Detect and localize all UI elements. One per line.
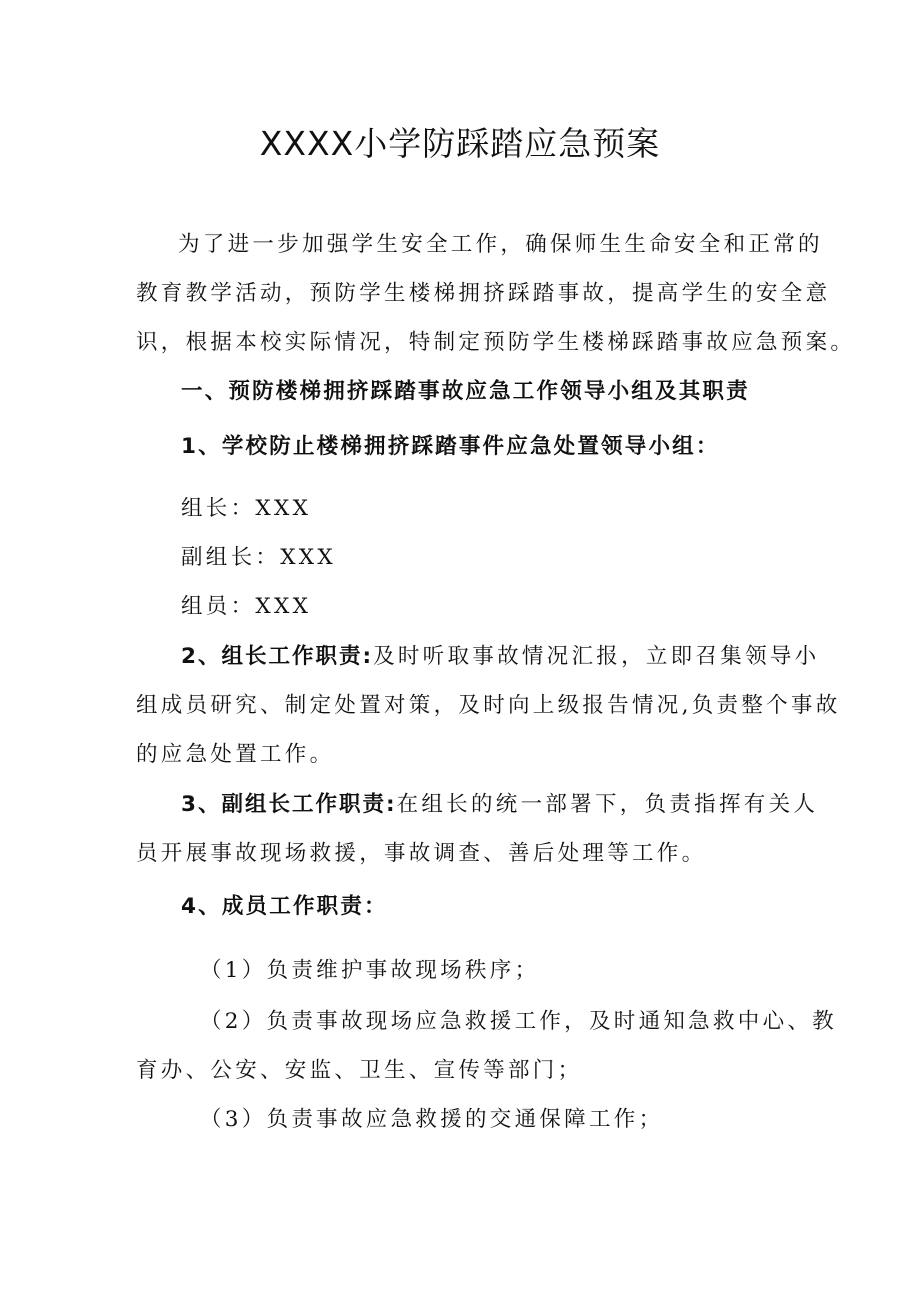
leader-duty-line: 的应急处置工作。 [136, 742, 335, 767]
duty-item-continued: 育办、公安、安监、卫生、宣传等部门； [136, 1058, 583, 1083]
subsection-heading: 1、学校防止楼梯拥挤踩踏事件应急处置领导小组： [181, 434, 720, 459]
intro-line: 识，根据本校实际情况，特制定预防学生楼梯踩踏事故应急预案。 [136, 330, 856, 355]
member-staff: 组员：XXX [181, 594, 312, 619]
duty-item: （1）负责维护事故现场秩序； [200, 958, 540, 983]
leader-duty-label: 2、组长工作职责: [181, 644, 374, 669]
intro-line: 为了进一步加强学生安全工作，确保师生生命安全和正常的 [178, 232, 823, 257]
leader-duty-text: 及时听取事故情况汇报，立即召集领导小 [373, 644, 820, 669]
duty-item: （2）负责事故现场应急救援工作，及时通知急救中心、教 [200, 1009, 837, 1034]
deputy-duty-line: 员开展事故现场救援，事故调查、善后处理等工作。 [136, 841, 707, 866]
intro-line: 教育教学活动，预防学生楼梯拥挤踩踏事故，提高学生的安全意 [136, 281, 831, 306]
leader-duty-line: 组成员研究、制定处置对策，及时向上级报告情况,负责整个事故 [136, 693, 841, 718]
deputy-duty-text: 在组长的统一部署下，负责指挥有关人 [396, 792, 819, 817]
leader-duty-line [181, 642, 819, 672]
section-heading: 一、预防楼梯拥挤踩踏事故应急工作领导小组及其职责 [181, 379, 750, 404]
deputy-duty-label: 3、副组长工作职责: [181, 792, 397, 817]
member-leader: 组长：XXX [181, 496, 312, 521]
document-title: XXXX小学防踩踏应急预案 [259, 124, 661, 163]
deputy-duty-line [181, 790, 818, 820]
duty-item: （3）负责事故应急救援的交通保障工作； [200, 1107, 664, 1132]
member-duty-heading: 4、成员工作职责： [181, 894, 388, 919]
member-deputy: 副组长：XXX [181, 545, 337, 570]
